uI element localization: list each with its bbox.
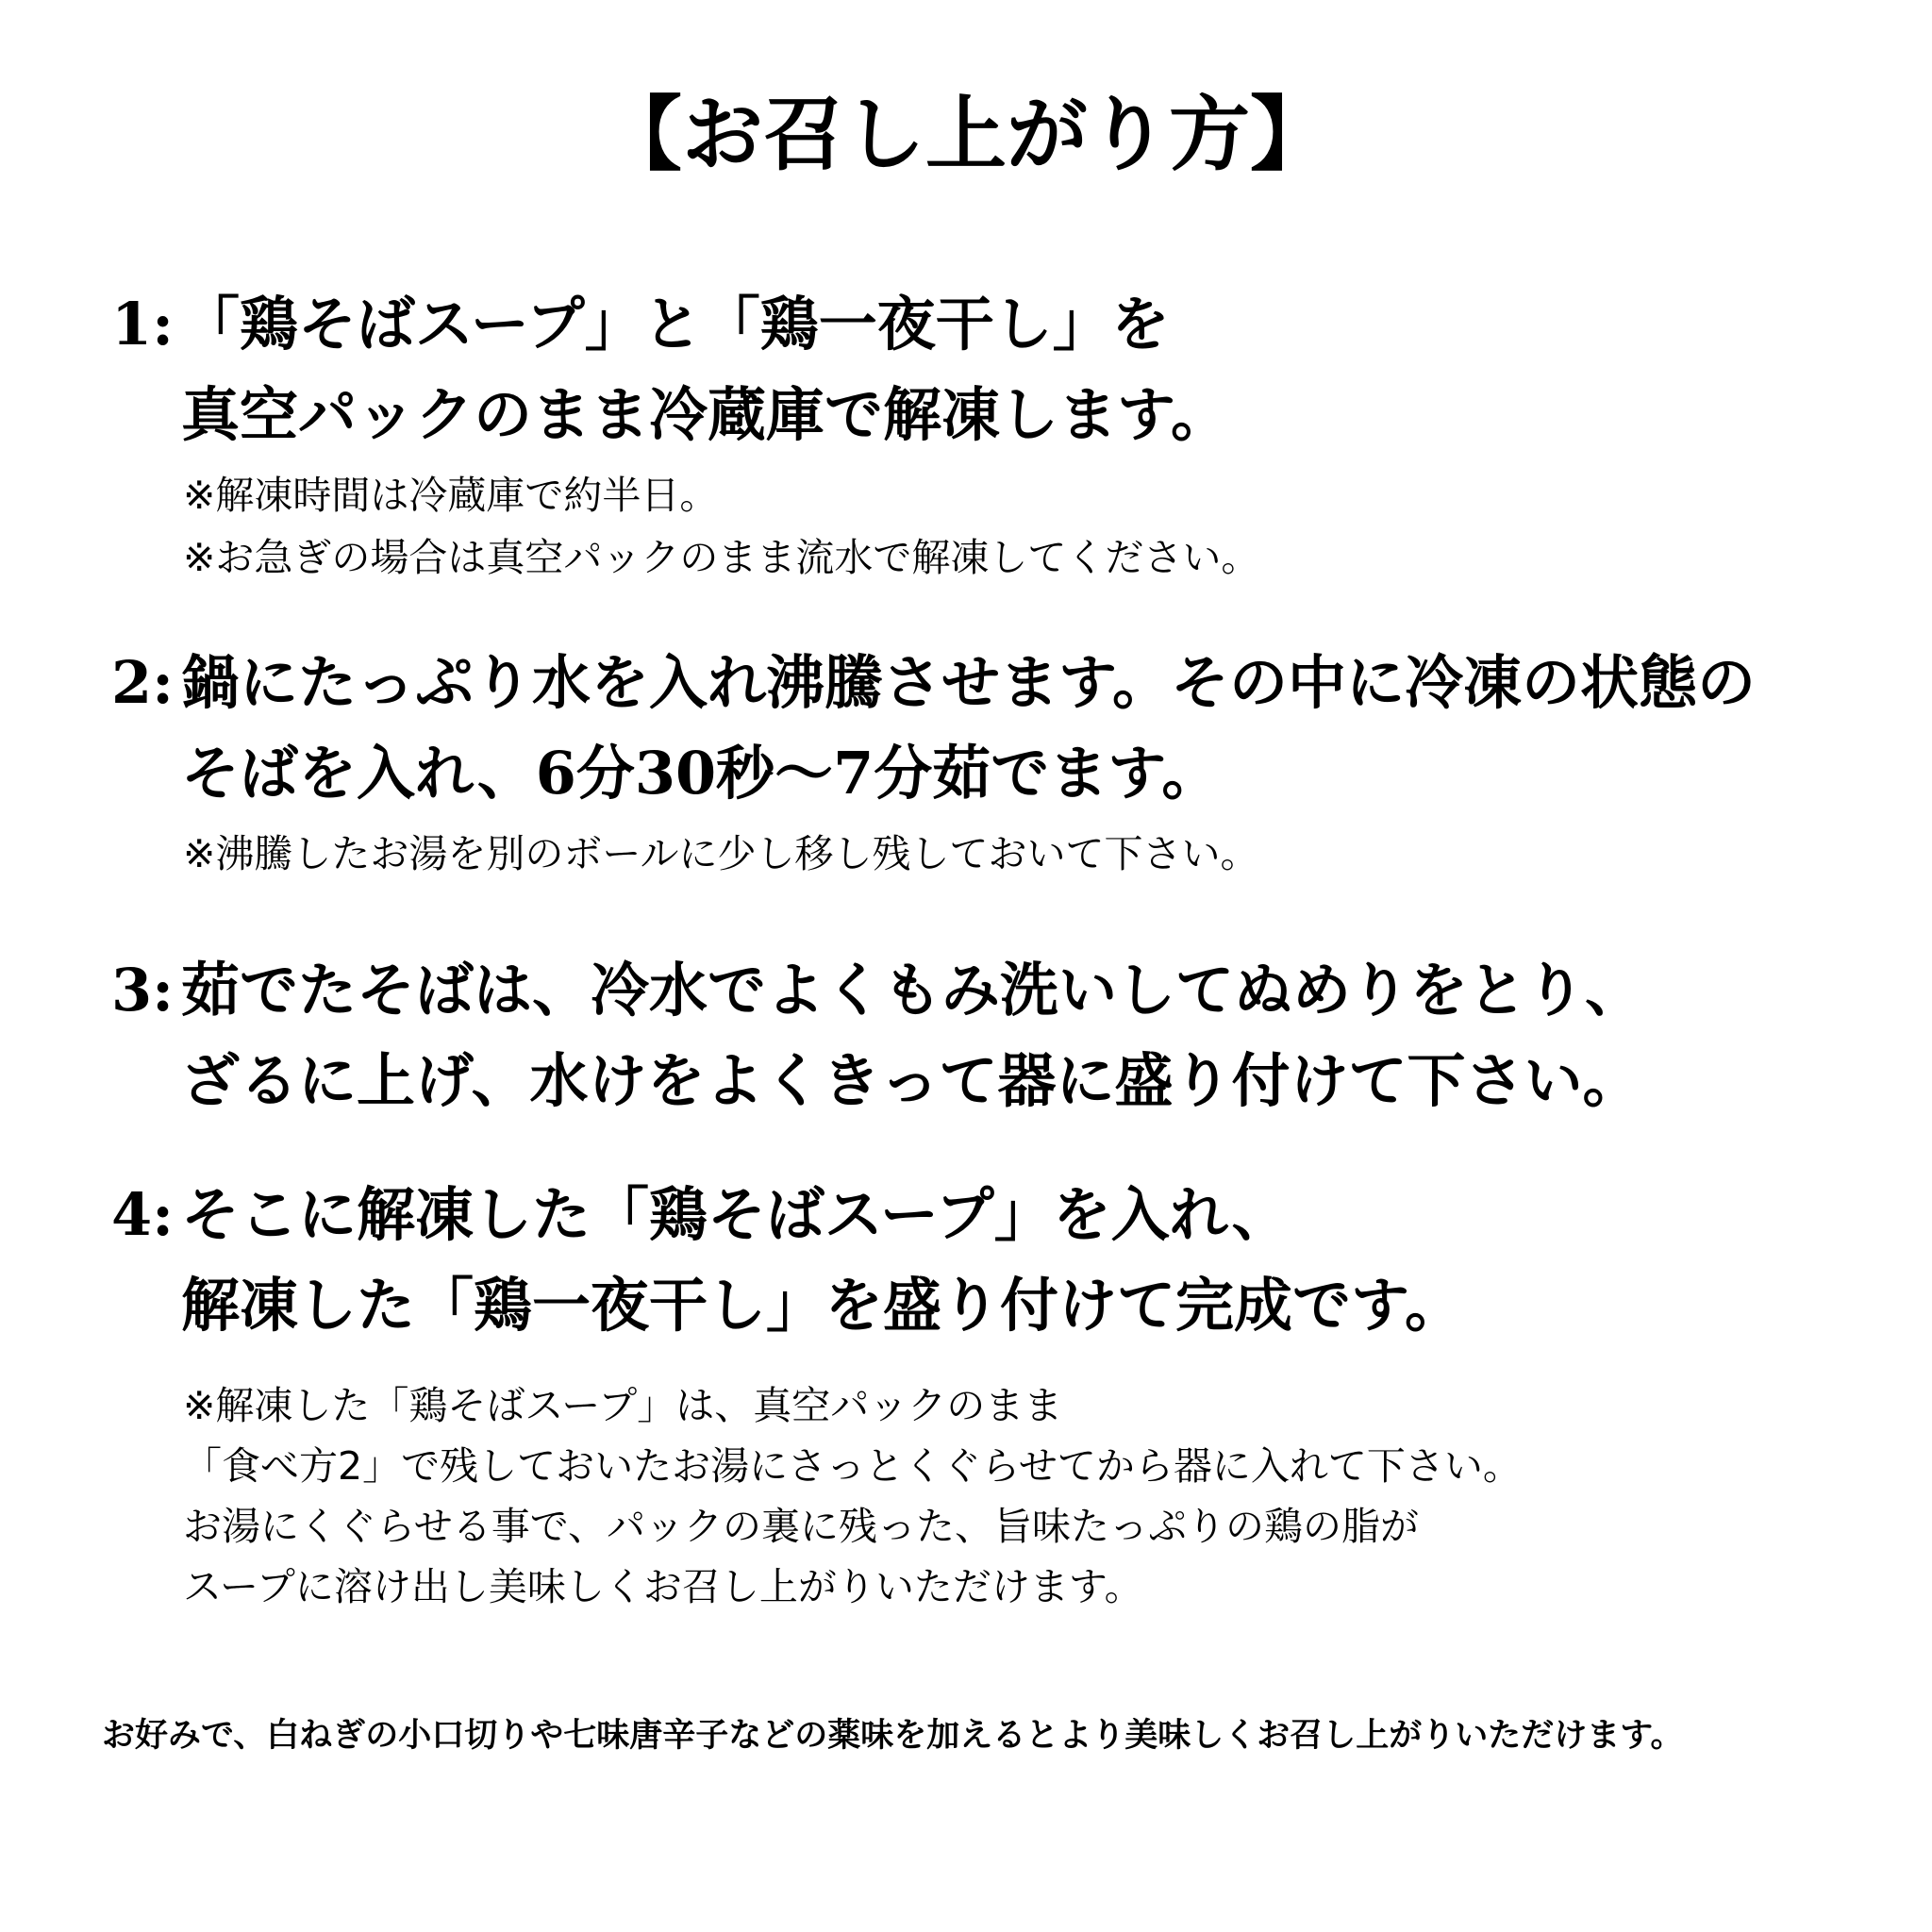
- step-number: 2:: [111, 648, 175, 717]
- step-heading: [111, 638, 1904, 819]
- note-line: スープに溶け出し美味しくお召し上がりいただけます。: [183, 1564, 1143, 1609]
- step-line: そばを入れ、6分30秒～7分茹でます。: [181, 739, 1221, 808]
- step-heading: [111, 279, 1904, 460]
- step-3: [111, 945, 1904, 1126]
- step-number: 4:: [111, 1180, 175, 1249]
- note-line: ※沸騰したお湯を別のボールに少し移し残しておいて下さい。: [183, 831, 1259, 876]
- step-line: 真空パックのまま冷蔵庫で解凍します。: [181, 380, 1230, 449]
- footer-tip: お好みで、白ねぎの小口切りや七味唐辛子などの薬味を加えるとより美味しくお召し上がりいただけます。: [102, 1716, 1684, 1755]
- step-line: そこに解凍した「鶏そばスープ」を入れ、: [181, 1180, 1291, 1249]
- step-line: 解凍した「鶏一夜干し」を盛り付けて完成です。: [181, 1271, 1464, 1340]
- step-number: 1:: [111, 290, 175, 358]
- step-1: [111, 279, 1904, 589]
- step-notes: [183, 823, 1904, 885]
- step-notes: [183, 464, 1904, 589]
- step-2: [111, 638, 1904, 885]
- step-number: 3:: [111, 956, 175, 1024]
- note-line: 「食べ方2」で残しておいたお湯にさっとくぐらせてから器に入れて下さい。: [183, 1443, 1522, 1489]
- page-title: 【お召し上がり方】: [601, 87, 1331, 182]
- note-line: お湯にくぐらせる事で、パックの裏に残った、旨味たっぷりの鶏の脂が: [183, 1504, 1419, 1549]
- step-line: 鍋にたっぷり水を入れ沸騰させます。その中に冷凍の状態の: [181, 648, 1757, 717]
- step-notes: [183, 1375, 1904, 1617]
- step-line: 「鶏そばスープ」と「鶏一夜干し」を: [181, 290, 1170, 358]
- step-heading: [111, 945, 1904, 1126]
- note-line: ※お急ぎの場合は真空パックのまま流水で解凍してください。: [183, 535, 1260, 580]
- step-heading: [111, 1170, 1904, 1351]
- note-line: ※解凍時間は冷蔵庫で約半日。: [183, 473, 719, 518]
- step-line: ざるに上げ、水けをよくきって器に盛り付けて下さい。: [181, 1046, 1641, 1115]
- step-line: 茹でたそばは、冷水でよくもみ洗いしてぬめりをとり、: [181, 956, 1644, 1024]
- note-line: ※解凍した「鶏そばスープ」は、真空パックのまま: [183, 1383, 1063, 1428]
- step-4: [111, 1170, 1904, 1617]
